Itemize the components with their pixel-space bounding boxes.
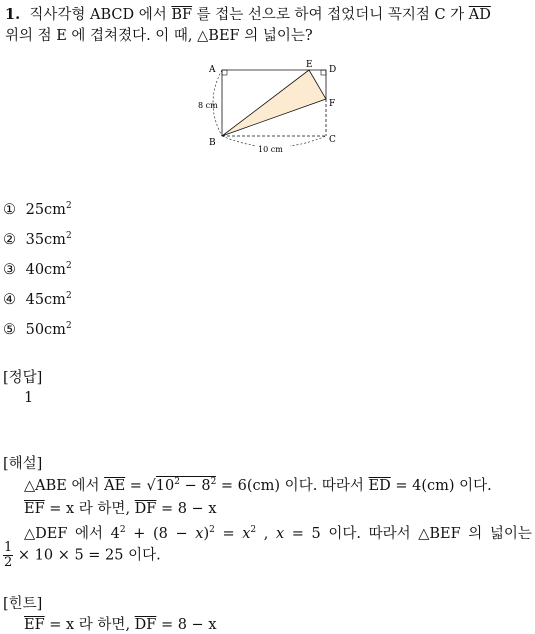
triangle-bef — [222, 70, 326, 136]
choice-1-marker: ① — [3, 202, 16, 218]
label-f: F — [329, 99, 336, 109]
side-label: 8 cm — [198, 101, 218, 110]
segment-ad: $\overline{AD}$ — [468, 7, 491, 23]
answer-value: 1 — [24, 390, 34, 406]
expl-text: = 5 이다. 따라서 △BEF 의 넓이는 — [284, 526, 532, 542]
var-x: x — [242, 526, 251, 542]
question-number: 1. — [5, 6, 21, 23]
choice-1-value: 25cm — [25, 202, 66, 218]
exponent: 2 — [209, 525, 215, 535]
expl-text: △ABE 에서 — [24, 478, 105, 494]
segment-df: $\overline{DF}$ — [134, 501, 157, 517]
label-b: B — [209, 138, 216, 148]
choice-2-exp: 2 — [65, 231, 72, 241]
expl-text: ) — [203, 526, 210, 542]
expl-text: = √ — [125, 478, 156, 494]
label-a: A — [209, 65, 216, 75]
explanation-line-4 — [3, 541, 161, 570]
expl-text: = 6(cm) 이다. 따라서 — [216, 478, 369, 494]
fraction-half — [3, 541, 13, 570]
segment-ed: $\overline{ED}$ — [368, 478, 391, 494]
exponent: 2 — [210, 477, 217, 487]
explanation-line-2 — [24, 497, 217, 518]
choice-4-marker: ④ — [3, 292, 16, 308]
label-e: E — [306, 60, 313, 70]
expl-text: = — [214, 526, 243, 542]
segment-ef: $\overline{EF}$ — [24, 501, 45, 517]
bottom-label: 10 cm — [258, 145, 283, 154]
expl-text: , — [256, 526, 276, 542]
expl-text: + (8 − — [125, 526, 196, 542]
expl-text: △DEF 에서 4 — [24, 526, 120, 542]
choice-4-exp: 2 — [65, 291, 72, 301]
expl-text: 10 — [155, 478, 175, 494]
var-x: x — [275, 526, 285, 542]
question-line-2: 위의 점 E 에 겹쳐졌다. 이 때, △BEF 의 넓이는? — [5, 28, 313, 44]
choice-1[interactable] — [3, 201, 72, 218]
choice-5-value: 50cm — [25, 322, 66, 338]
rectangle-fold-figure — [198, 58, 348, 158]
question-line-1 — [5, 3, 491, 24]
segment-ae: $\overline{AE}$ — [104, 478, 126, 494]
choice-3[interactable] — [3, 261, 72, 278]
choice-2[interactable] — [3, 231, 72, 248]
hint-text: = x 라 하면, — [44, 617, 135, 633]
explanation-line-1 — [24, 474, 492, 495]
choice-3-marker: ③ — [3, 262, 16, 278]
exponent: 2 — [250, 525, 257, 535]
segment-df: $\overline{DF}$ — [134, 617, 157, 633]
choice-4[interactable] — [3, 291, 72, 308]
expl-text: × 10 × 5 = 25 이다. — [13, 547, 161, 564]
choice-5-exp: 2 — [65, 321, 72, 331]
segment-bf: $\overline{BF}$ — [171, 7, 193, 23]
choice-1-exp: 2 — [65, 201, 72, 211]
expl-text: = 4(cm) 이다. — [390, 478, 492, 494]
hint-text: = 8 − x — [156, 617, 217, 633]
choice-5-marker: ⑤ — [3, 322, 16, 338]
choice-2-value: 35cm — [25, 232, 66, 248]
expl-text: − 8 — [179, 478, 211, 494]
explanation-heading: [해설] — [3, 456, 43, 472]
segment-ef: $\overline{EF}$ — [24, 617, 45, 633]
expl-text: = x 라 하면, — [44, 501, 135, 517]
hint-line — [24, 613, 217, 634]
fraction-denominator: 2 — [4, 555, 13, 570]
label-c: C — [329, 135, 336, 145]
choice-4-value: 45cm — [25, 292, 66, 308]
choice-2-marker: ② — [3, 232, 16, 248]
choice-5[interactable] — [3, 321, 72, 338]
choice-3-exp: 2 — [65, 261, 72, 271]
choice-3-value: 40cm — [25, 262, 66, 278]
explanation-line-3 — [24, 522, 532, 543]
question-text-1a: 직사각형 ABCD 에서 — [29, 7, 172, 23]
fraction-numerator: 1 — [4, 540, 13, 555]
label-d: D — [329, 65, 337, 75]
exponent: 2 — [174, 477, 180, 487]
hint-heading: [힌트] — [3, 596, 43, 612]
answer-heading: [정답] — [3, 370, 43, 386]
sqrt-radicand — [156, 476, 217, 494]
exponent: 2 — [119, 525, 126, 535]
question-text-1b: 를 접는 선으로 하여 접었더니 꼭지점 C 가 — [192, 7, 469, 23]
expl-text: = 8 − x — [156, 501, 217, 517]
var-x: x — [195, 526, 204, 542]
